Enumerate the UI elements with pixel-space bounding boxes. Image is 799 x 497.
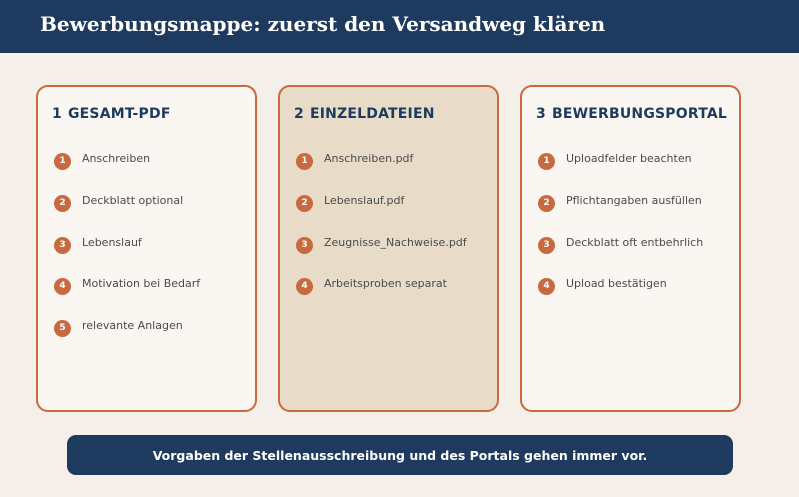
header-bar	[0, 0, 799, 53]
step-number-badge: 3	[54, 237, 71, 254]
list-item-label: Deckblatt oft entbehrlich	[566, 236, 704, 249]
list-item-label: Motivation bei Bedarf	[82, 277, 201, 290]
step-number-badge: 3	[296, 237, 313, 254]
step-number-badge: 1	[538, 153, 555, 170]
list-item-label: Lebenslauf.pdf	[324, 194, 405, 207]
list-item	[538, 152, 738, 170]
list-item-label: Arbeitsproben separat	[324, 277, 447, 290]
card-title	[294, 106, 435, 122]
list-item-label: Lebenslauf	[82, 236, 142, 249]
step-number-badge: 2	[296, 195, 313, 212]
list-item	[54, 236, 254, 254]
list-item	[296, 152, 496, 170]
step-number-badge: 2	[538, 195, 555, 212]
step-number-badge: 1	[54, 153, 71, 170]
list-item-label: Anschreiben.pdf	[324, 152, 414, 165]
footer-note: Vorgaben der Stellenausschreibung und des Portals gehen immer vor.	[152, 448, 648, 463]
list-item-label: Upload bestätigen	[566, 277, 667, 290]
list-item	[54, 277, 254, 295]
step-number-badge: 2	[54, 195, 71, 212]
step-number-badge: 3	[538, 237, 555, 254]
list-item	[296, 277, 496, 295]
list-item	[54, 152, 254, 170]
list-item	[538, 194, 738, 212]
list-item	[54, 319, 254, 337]
list-item	[54, 194, 254, 212]
list-item	[538, 277, 738, 295]
list-item	[296, 236, 496, 254]
card-einzeldateien	[278, 85, 499, 412]
card-title-label: BEWERBUNGSPORTAL	[551, 106, 728, 122]
card-number: 2	[294, 106, 304, 122]
list-item-label: Zeugnisse_Nachweise.pdf	[324, 236, 467, 249]
step-number-badge: 1	[296, 153, 313, 170]
step-number-badge: 5	[54, 320, 71, 337]
list-item-label: Deckblatt optional	[82, 194, 184, 207]
card-title-label: EINZELDATEIEN	[309, 106, 435, 122]
step-number-badge: 4	[296, 278, 313, 295]
card-title	[52, 106, 171, 122]
list-item	[538, 236, 738, 254]
list-item	[296, 194, 496, 212]
card-title	[536, 106, 727, 122]
list-item-label: Anschreiben	[82, 152, 151, 165]
card-bewerbungsportal	[520, 85, 741, 412]
card-number: 3	[536, 106, 546, 122]
step-number-badge: 4	[54, 278, 71, 295]
card-number: 1	[52, 106, 62, 122]
card-gesamt-pdf	[36, 85, 257, 412]
list-item-label: Pflichtangaben ausfüllen	[566, 194, 702, 207]
list-item-label: Uploadfelder beachten	[566, 152, 692, 165]
step-number-badge: 4	[538, 278, 555, 295]
list-item-label: relevante Anlagen	[82, 319, 183, 332]
footer-banner	[67, 435, 733, 475]
page-title: Bewerbungsmappe: zuerst den Versandweg klären	[40, 12, 606, 36]
card-title-label: GESAMT-PDF	[67, 106, 171, 122]
